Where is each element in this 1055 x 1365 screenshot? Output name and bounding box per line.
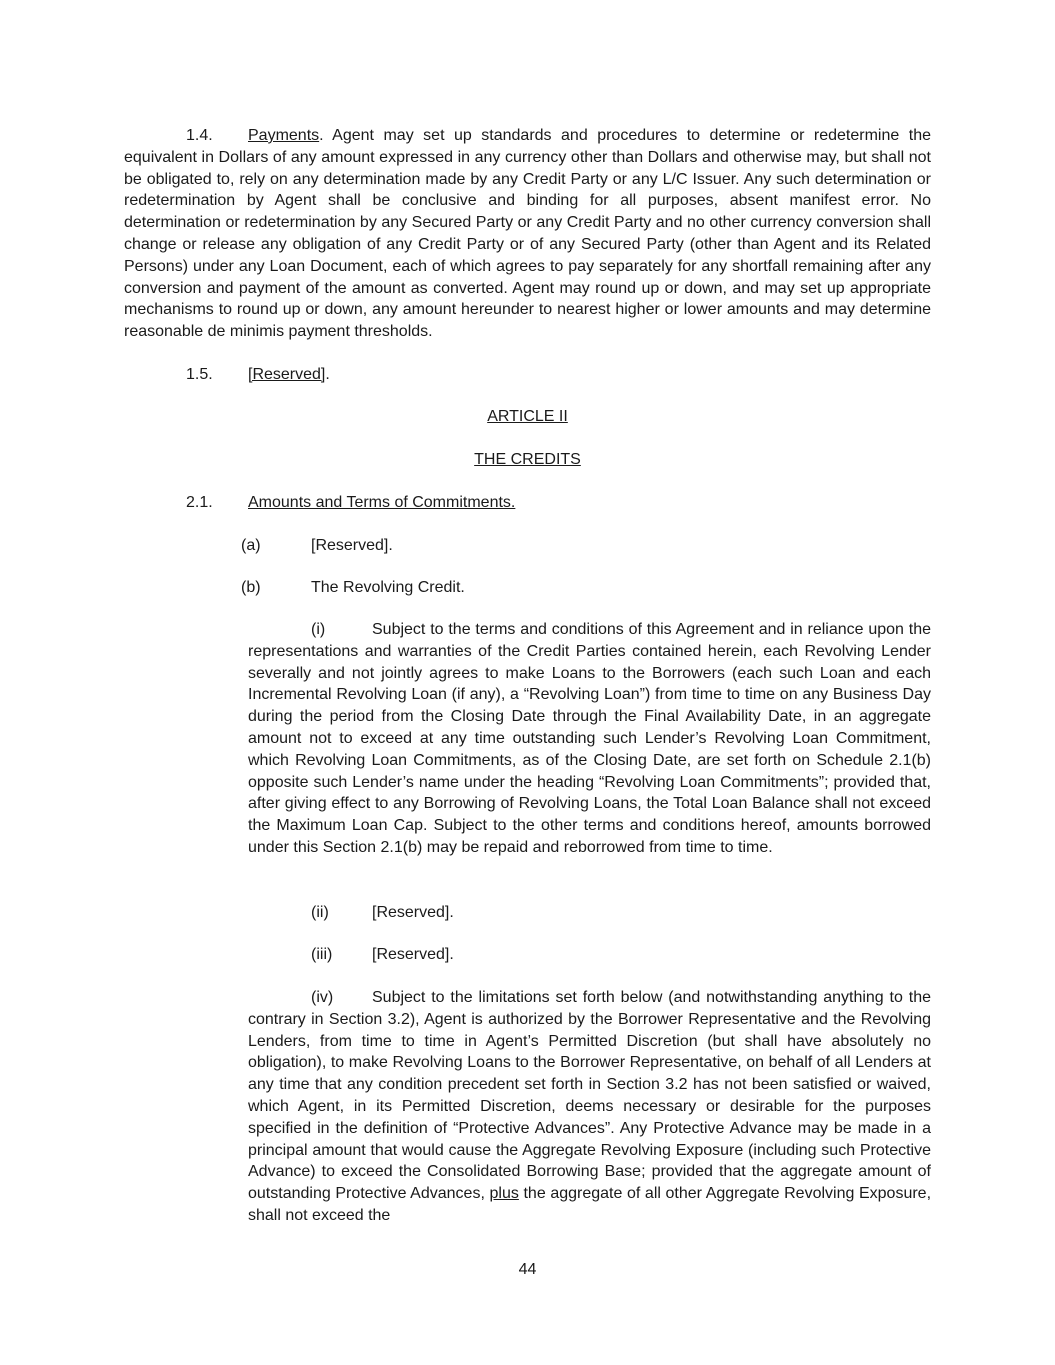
article-subtitle — [124, 449, 931, 471]
section-heading: Payments — [248, 127, 320, 144]
subsection-text: [Reserved]. — [311, 537, 393, 554]
section-number: 1.4. — [186, 127, 213, 144]
paragraph-label: (iv) — [311, 989, 334, 1006]
subsection-a — [241, 535, 841, 557]
paragraph-text: Subject to the terms and conditions of this Agreement and in reliance upon the representations and warranties of the Credit Parties contained herein, each Revolving Lender severally and not jointly agrees to make Loans to the Borrowers (each such Loan and each Incremental Revolving Loan (if any), a “Revolving Loan”) from time to time on any Business Day during the period from the Closing Date through the Final Availability Date, in an aggregate amount not to exceed at any time outstanding such Lender’s Revolving Loan Commitment, which Revolving Loan Commitments, as of the Closing Date, are set forth on Schedule 2.1(b) opposite such Lender’s name under the heading “Revolving Loan Commitments”; provided that, after giving effect to any Borrowing of Revolving Loans, the Total Loan Balance shall not exceed the Maximum Loan Cap. Subject to the other terms and conditions hereof, amounts borrowed under this Section 2.1(b) may be repaid and reborrowed from time to time. — [248, 621, 931, 856]
subsection-label: (b) — [241, 579, 261, 596]
section-1-5 — [186, 364, 786, 386]
plus-term: plus — [489, 1185, 519, 1203]
section-number: 1.5. — [186, 366, 213, 383]
section-1-4 — [124, 125, 931, 343]
paragraph-label: (i) — [311, 621, 326, 638]
article-title — [124, 406, 931, 428]
paragraph-i — [248, 619, 931, 859]
subsection-b — [241, 577, 841, 599]
article-number: ARTICLE II — [487, 408, 568, 425]
subsection-label: (a) — [241, 537, 261, 554]
paragraph-text: Subject to the limitations set forth below (and notwithstanding anything to the contrary in Section 3.2), Agent is authorized by the Borrower Representative and the Revolving Lenders, from time to time in Agent’s Permitted Discretion (but shall have absolutely no obligation), to make Revolving Loans to the Borrower Representative, on behalf of all Lenders at any time that any condition precedent set forth in Section 3.2 has not been satisfied or waived, which Agent, in its Permitted Discretion, deems necessary or desirable for the purposes specified in the definition of “Protective Advances”. Any Protective Advance may be made in a principal amount that would cause the Aggregate Revolving Exposure (including such Protective Advance) to exceed the Consolidated Borrowing Base; provided that the aggregate amount of outstanding Protective Advances, — [248, 989, 931, 1203]
paragraph-label: (iii) — [311, 946, 333, 963]
section-heading: Amounts and Terms of Commitments. — [248, 494, 516, 511]
page-number-text: 44 — [518, 1261, 537, 1278]
section-heading: [Reserved] — [248, 366, 326, 383]
section-2-1 — [186, 492, 886, 514]
paragraph-text-continued: the aggregate of all other Aggregate Revolving Exposure, shall not exceed the — [248, 1185, 932, 1224]
article-name: THE CREDITS — [474, 451, 581, 468]
section-heading-end: . — [325, 366, 330, 383]
paragraph-text: [Reserved]. — [372, 904, 454, 921]
paragraph-ii — [311, 902, 811, 924]
paragraph-label: (ii) — [311, 904, 329, 921]
paragraph-iv — [248, 987, 931, 1227]
subsection-text: The Revolving Credit. — [311, 579, 465, 596]
page-number — [124, 1259, 931, 1281]
section-body: . Agent may set up standards and procedures to determine or redetermine the equivalent in Dollars of any amount expressed in any currency other than Dollars and otherwise may, but shall not be obligated to, rely on any determination made by any Credit Party or any L/C Issuer. Any such determination or redetermination by Agent shall be conclusive and binding for all purposes, absent manifest error. No determination or redetermination by any Secured Party or any Credit Party and no other currency conversion shall change or release any obligation of any Credit Party or of any Secured Party (other than Agent and its Related Persons) under any Loan Document, each of which agrees to pay separately for any shortfall remaining after any conversion and payment of the amount as converted. Agent may round up or down, and may set up appropriate mechanisms to round up or down, any amount hereunder to nearest higher or lower amounts and may determine reasonable de minimis payment thresholds. — [124, 127, 931, 341]
paragraph-text: [Reserved]. — [372, 946, 454, 963]
section-number: 2.1. — [186, 494, 213, 511]
paragraph-iii — [311, 944, 811, 966]
